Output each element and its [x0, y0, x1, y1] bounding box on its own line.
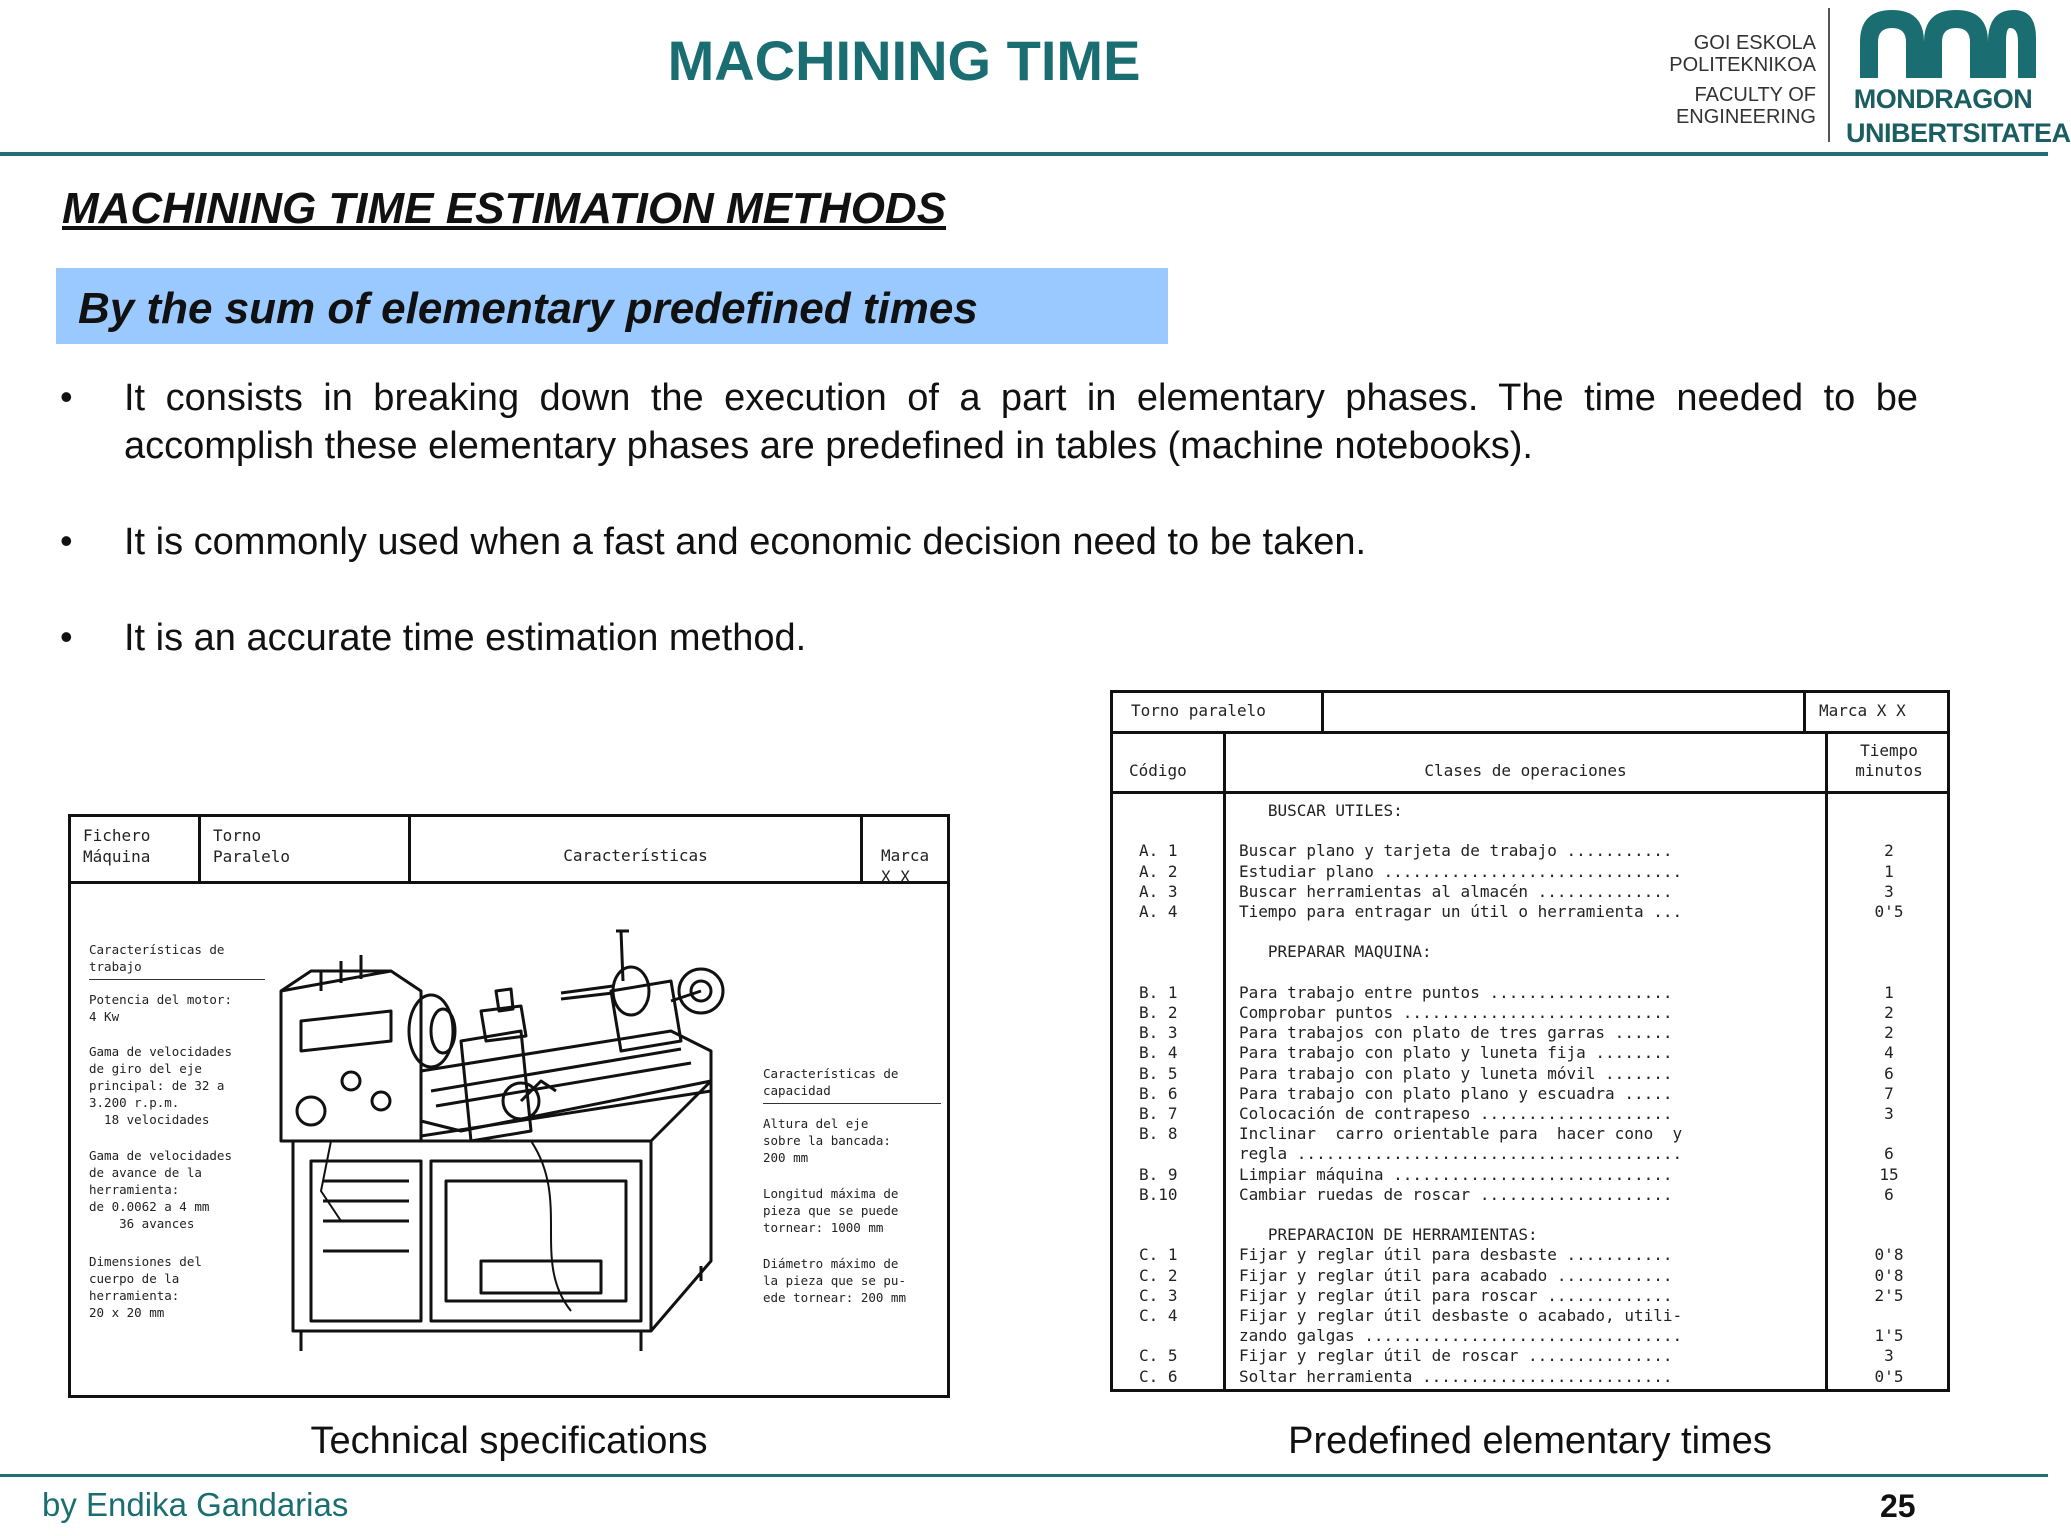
row-code: C. 3: [1139, 1285, 1178, 1305]
row-operation: Para trabajo con plato plano y escuadra .....: [1239, 1083, 1673, 1103]
bullet-text: It is commonly used when a fast and economic decision need to be taken.: [124, 521, 1367, 563]
row-time: 0'5: [1874, 1366, 1904, 1386]
bullet-text: It is an accurate time estimation method.: [124, 617, 807, 659]
spec-max-diameter: Diámetro máximo de la pieza que se pu- ede tornear: 200 mm: [763, 1256, 906, 1305]
row-operation: Para trabajos con plato de tres garras ......: [1239, 1023, 1673, 1043]
spec-spindle-speeds: Gama de velocidades de giro del eje principal: de 32 a 3.200 r.p.m. 18 velocidades: [89, 1044, 232, 1127]
row-time: 1: [1884, 861, 1894, 881]
spec-caption: Technical specifications: [310, 1420, 708, 1462]
row-time: 7: [1884, 1083, 1894, 1103]
row-time: 3: [1884, 881, 1894, 901]
row-time: 2: [1884, 1023, 1894, 1043]
spec-divider: [763, 1103, 941, 1104]
spec-header: [71, 817, 947, 884]
table-rule: [1803, 693, 1806, 731]
times-caption: Predefined elementary times: [1288, 1420, 1772, 1462]
page-title: MACHINING TIME: [667, 29, 1141, 92]
predefined-times-table: [1110, 690, 1950, 1392]
spec-header-cell: Marca X X: [881, 846, 930, 886]
spec-capacity-characteristics: Características de capacidad: [763, 1066, 899, 1098]
table-rule: [1113, 791, 1947, 794]
row-operation: Cambiar ruedas de roscar ....................: [1239, 1184, 1673, 1204]
row-code: B. 6: [1139, 1083, 1178, 1103]
row-time: 6: [1884, 1144, 1894, 1164]
row-code: A. 2: [1139, 861, 1178, 881]
faculty-logo-text: [1660, 32, 1816, 128]
row-time: 1: [1884, 982, 1894, 1002]
spec-motor-power: Potencia del motor: 4 Kw: [89, 992, 232, 1024]
bullet-marker: •: [60, 376, 73, 417]
row-operation: Fijar y reglar útil desbaste o acabado, utili-: [1239, 1306, 1683, 1325]
row-operation: PREPARAR MAQUINA:: [1239, 942, 1432, 962]
logo-line: MONDRAGON: [1853, 84, 2033, 114]
section-heading: MACHINING TIME ESTIMATION METHODS: [62, 184, 947, 233]
mondragon-logo-icon: [1850, 2, 2040, 82]
row-operation: Para trabajo con plato y luneta fija ........: [1239, 1043, 1673, 1063]
logo-divider: [1828, 8, 1830, 142]
row-operation: Fijar y reglar útil de roscar ...............: [1239, 1346, 1673, 1366]
row-operation: zando galgas .................................: [1239, 1326, 1683, 1346]
table-brand: Marca X X: [1819, 701, 1906, 720]
row-code: B. 3: [1139, 1023, 1178, 1043]
row-time: 6: [1884, 1063, 1894, 1083]
table-rule: [1223, 734, 1226, 1392]
row-time: 3: [1884, 1346, 1894, 1366]
table-title: Torno paralelo: [1131, 701, 1266, 720]
header-rule: [0, 152, 2048, 156]
row-code: A. 3: [1139, 881, 1178, 901]
row-operation: PREPARACION DE HERRAMIENTAS:: [1239, 1225, 1538, 1245]
row-operation: Buscar plano y tarjeta de trabajo ...........: [1239, 841, 1673, 861]
row-operation: Estudiar plano ...............................: [1239, 861, 1683, 881]
page-number: 25: [1880, 1488, 1916, 1524]
column-header-time: Tiempo minutos: [1855, 741, 1923, 780]
spec-header-cell: Fichero Máquina: [71, 817, 201, 881]
row-code: C. 4: [1139, 1306, 1178, 1325]
spec-divider: [89, 979, 265, 980]
spec-feed-speeds: Gama de velocidades de avance de la herramienta: de 0.0062 a 4 mm 36 avances: [89, 1148, 232, 1231]
row-time: 0'5: [1874, 902, 1904, 921]
table-rule: [1321, 693, 1324, 731]
row-time: 2: [1884, 1003, 1894, 1022]
row-code: C. 2: [1139, 1265, 1178, 1285]
row-operation: Fijar y reglar útil para acabado ............: [1239, 1265, 1673, 1285]
row-code: B. 2: [1139, 1003, 1178, 1022]
row-time: 0'8: [1874, 1245, 1904, 1265]
row-time: 15: [1879, 1164, 1899, 1184]
spec-center-height: Altura del eje sobre la bancada: 200 mm: [763, 1116, 891, 1165]
technical-specifications-sheet: [68, 814, 950, 1398]
row-code: B. 7: [1139, 1104, 1178, 1123]
spec-header-cell: Torno Paralelo: [201, 817, 411, 881]
row-code: B. 5: [1139, 1063, 1178, 1083]
author: by Endika Gandarias: [42, 1486, 349, 1523]
row-time: 0'8: [1874, 1265, 1904, 1285]
row-code: B. 8: [1139, 1124, 1178, 1144]
row-code: A. 4: [1139, 902, 1178, 921]
bullet-text: It consists in breaking down the execution of a part in elementary phases. The time needed to be accomplish these elementary phases are predefined in tables (machine notebooks).: [124, 377, 1918, 467]
logo-line: UNIBERTSITATEA: [1846, 118, 2071, 148]
logo-line: GOI ESKOLA: [1693, 32, 1816, 54]
row-operation: Soltar herramienta ..........................: [1239, 1366, 1673, 1386]
logo-line: ENGINEERING: [1675, 106, 1816, 128]
row-operation: Buscar herramientas al almacén ..............: [1239, 881, 1673, 901]
row-operation: Limpiar máquina .............................: [1239, 1164, 1673, 1184]
row-operation: Para trabajo con plato y luneta móvil .......: [1239, 1063, 1673, 1083]
row-code: C. 1: [1139, 1245, 1178, 1265]
row-code: C. 6: [1139, 1366, 1178, 1386]
row-code: B. 4: [1139, 1043, 1178, 1063]
row-time: 4: [1884, 1043, 1894, 1063]
row-operation: Tiempo para entragar un útil o herramienta ...: [1239, 902, 1683, 921]
spec-header-cell: Características: [411, 817, 863, 881]
bullet-marker: •: [60, 520, 73, 561]
column-header-code: Código: [1129, 761, 1187, 780]
row-code: B. 1: [1139, 982, 1178, 1002]
row-time: 2: [1884, 841, 1894, 861]
row-operation: Colocación de contrapeso ....................: [1239, 1104, 1673, 1123]
row-operation: BUSCAR UTILES:: [1239, 801, 1403, 820]
row-operation: Para trabajo entre puntos ...................: [1239, 982, 1673, 1002]
row-time: 6: [1884, 1184, 1894, 1204]
row-time: 2'5: [1874, 1285, 1904, 1305]
row-operation: Fijar y reglar útil para roscar .............: [1239, 1285, 1673, 1305]
row-time: 3: [1884, 1104, 1894, 1123]
spec-tool-dimensions: Dimensiones del cuerpo de la herramienta: 20 x 20 mm: [89, 1254, 202, 1320]
row-operation: Comprobar puntos ............................: [1239, 1003, 1673, 1022]
spec-max-length: Longitud máxima de pieza que se puede tornear: 1000 mm: [763, 1186, 899, 1235]
row-code: A. 1: [1139, 841, 1178, 861]
subheading: By the sum of elementary predefined times: [78, 284, 978, 333]
spec-work-characteristics: Características de trabajo: [89, 942, 225, 974]
table-rule: [1113, 731, 1947, 734]
row-operation: regla ........................................: [1239, 1144, 1683, 1164]
column-header-operations: Clases de operaciones: [1424, 761, 1627, 780]
bullet-marker: •: [60, 616, 73, 657]
row-code: B. 9: [1139, 1164, 1178, 1184]
logo-line: POLITEKNIKOA: [1669, 54, 1816, 76]
row-code: C. 5: [1139, 1346, 1178, 1366]
row-operation: Inclinar carro orientable para hacer cono y: [1239, 1124, 1683, 1144]
row-time: 1'5: [1874, 1326, 1904, 1346]
lathe-illustration-icon: [271, 931, 761, 1391]
mondragon-logo-text: [1846, 82, 2071, 150]
row-operation: Fijar y reglar útil para desbaste ...........: [1239, 1245, 1673, 1265]
row-code: B.10: [1139, 1184, 1178, 1204]
footer-rule: [0, 1474, 2048, 1477]
logo-line: FACULTY OF: [1694, 84, 1816, 106]
